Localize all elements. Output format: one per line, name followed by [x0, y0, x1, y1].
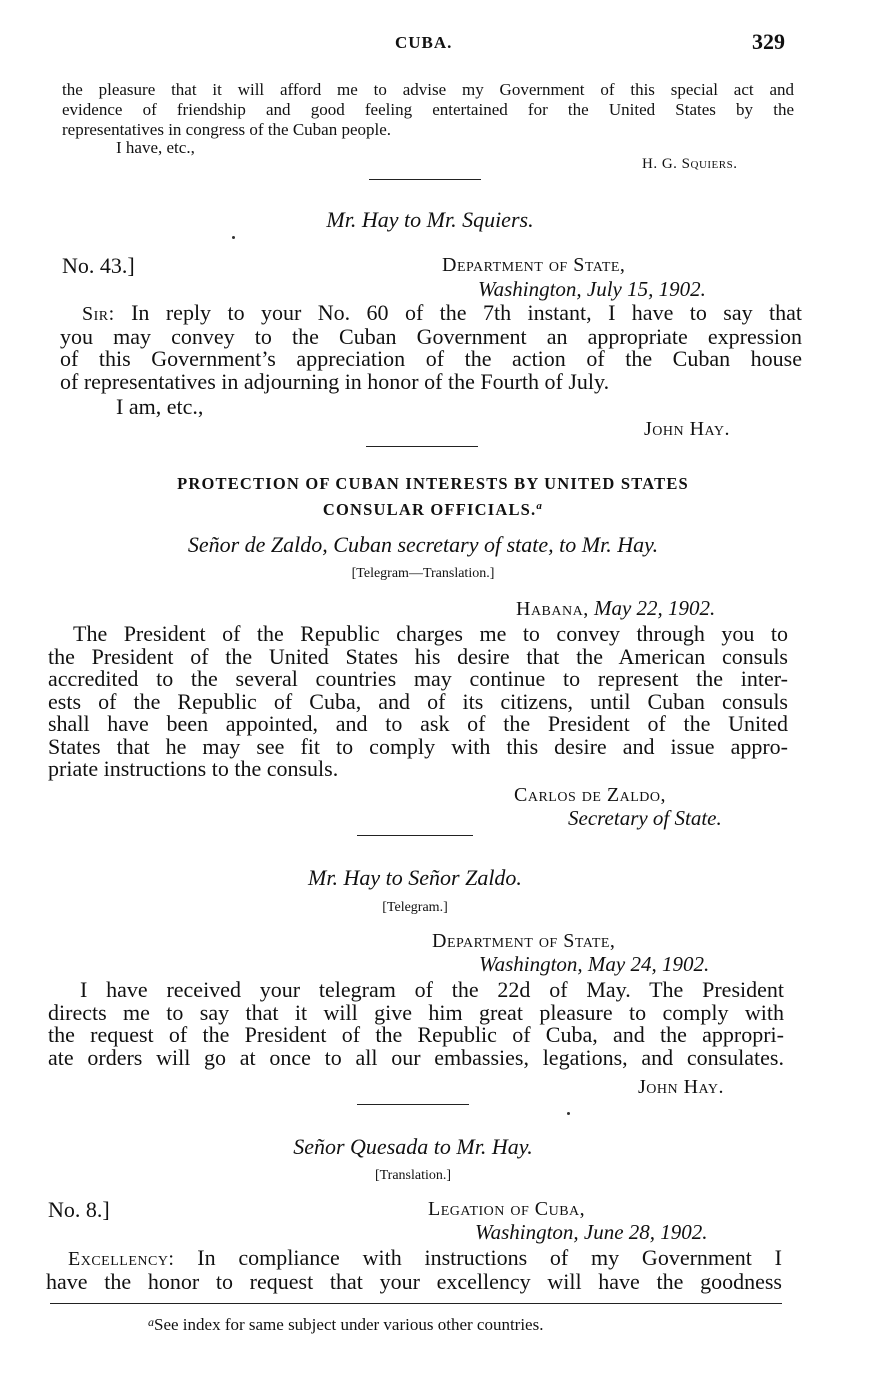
- footnote-rule-long: [136, 1303, 782, 1304]
- letter3-line: accredited to the several countries may continue to represent the inter-: [48, 666, 788, 691]
- letter4-line: I have received your telegram of the 22d of May. The President: [80, 977, 784, 1002]
- letter3-body: [48, 623, 788, 781]
- letter4-place-text: Department of State,: [432, 930, 616, 952]
- letter2-body: [60, 302, 802, 393]
- letter2-signature-text: John Hay.: [644, 418, 730, 440]
- print-speck: [567, 1112, 570, 1115]
- letter5-salutation: Excellency:: [68, 1248, 175, 1270]
- letter2-salutation: Sir:: [82, 303, 115, 325]
- footnote: [148, 1315, 543, 1335]
- letter5-place-text: Legation of Cuba,: [428, 1198, 586, 1220]
- letter3-signature-title: Secretary of State.: [568, 806, 722, 830]
- letter2-line: of representatives in adjourning in honor of the Fourth of July.: [60, 368, 610, 394]
- letter5-place: [428, 1198, 585, 1221]
- divider: [366, 446, 478, 447]
- letter3-line: shall have been appointed, and to ask of the President of the United: [48, 711, 788, 736]
- letter5-number: No. 8.]: [48, 1197, 110, 1222]
- letter4-heading: Mr. Hay to Señor Zaldo.: [308, 865, 522, 890]
- letter4-note: [Telegram.]: [382, 900, 448, 915]
- letter2-line: you may convey to the Cuban Government an appropriate expression: [60, 323, 802, 349]
- divider: [357, 835, 473, 836]
- letter1-line: representatives in congress of the Cuban people.: [62, 120, 392, 139]
- letter2-line: of this Government’s appreciation of the action of the Cuban house: [60, 346, 802, 371]
- letter5-line: [46, 1247, 782, 1271]
- letter3-line: priate instructions to the consuls.: [48, 756, 339, 781]
- letter1-line: the pleasure that it will afford me to advise my Government of this special act and: [62, 80, 794, 99]
- letter4-signature: [638, 1076, 724, 1099]
- letter2-number: No. 43.]: [62, 253, 135, 278]
- letter5-line-text: In compliance with instructions of my Government I: [197, 1245, 783, 1270]
- letter3-date: May 22, 1902.: [593, 596, 716, 620]
- letter2-date: Washington, July 15, 1902.: [478, 277, 706, 301]
- letter2-line-text: In reply to your No. 60 of the 7th instant, I have to say that: [131, 300, 803, 325]
- divider: [357, 1104, 469, 1105]
- letter2-place-text: Department of State,: [442, 254, 626, 276]
- letter4-place: [432, 930, 615, 953]
- letter4-date: Washington, May 24, 1902.: [479, 952, 710, 976]
- letter3-heading: Señor de Zaldo, Cuban secretary of state, to Mr. Hay.: [187, 532, 659, 557]
- section-title-line2-wrap: [62, 495, 804, 521]
- letter1-body: [62, 80, 794, 140]
- letter3-line: The President of the Republic charges me to convey through you to: [73, 621, 788, 646]
- letter4-line: the request of the President of the Republic of Cuba, and the appropri-: [48, 1022, 784, 1047]
- footnote-text: See index for same subject under various other countries.: [154, 1315, 544, 1334]
- running-title: CUBA.: [395, 33, 453, 52]
- letter5-body: [46, 1247, 782, 1293]
- letter2-signature: [644, 418, 730, 441]
- letter5-line: have the honor to request that your excellency will have the goodness: [46, 1268, 782, 1294]
- letter5-heading: Señor Quesada to Mr. Hay.: [293, 1134, 533, 1159]
- print-speck: [232, 236, 235, 239]
- letter4-line: directs me to say that it will give him great pleasure to comply with: [48, 999, 784, 1025]
- section-title: [62, 473, 804, 521]
- divider: [369, 179, 481, 180]
- letter2-closing: I am, etc.,: [116, 394, 204, 419]
- letter1-line: evidence of friendship and good feeling entertained for the United States by the: [62, 100, 794, 119]
- letter1-signature-text: H. G. Squiers.: [642, 156, 738, 172]
- letter2-line: [60, 302, 802, 326]
- letter4-body: [48, 979, 784, 1069]
- letter3-signature: [514, 784, 666, 807]
- letter3-line: the President of the United States his desire that the American consuls: [48, 643, 788, 669]
- section-title-line1: PROTECTION OF CUBAN INTERESTS BY UNITED STATES: [177, 474, 689, 493]
- letter3-signature-text: Carlos de Zaldo,: [514, 784, 666, 806]
- letter4-line: ate orders will go at once to all our embassies, legations, and consulates.: [48, 1044, 784, 1070]
- letter3-note: [Telegram—Translation.]: [351, 566, 495, 581]
- letter4-signature-text: John Hay.: [638, 1076, 724, 1098]
- letter3-place: Habana,: [516, 598, 589, 620]
- footnote-marker: a: [148, 1315, 154, 1329]
- letter5-note: [Translation.]: [374, 1168, 452, 1183]
- letter3-dateline: [516, 596, 715, 621]
- section-title-line2: CONSULAR OFFICIALS.: [322, 500, 537, 519]
- letter3-line: ests of the Republic of Cuba, and of its citizens, until Cuban consuls: [48, 688, 788, 714]
- letter1-signature: [642, 155, 737, 173]
- footnote-mark: a: [536, 500, 544, 512]
- letter5-date: Washington, June 28, 1902.: [475, 1220, 708, 1244]
- letter2-heading: Mr. Hay to Mr. Squiers.: [326, 207, 534, 232]
- page-number: 329: [752, 29, 785, 54]
- letter2-place: [442, 254, 625, 277]
- letter1-closing: I have, etc.,: [116, 138, 195, 157]
- letter3-line: States that he may see fit to comply with this desire and issue appro-: [48, 733, 788, 759]
- footnote-rule: [50, 1303, 136, 1304]
